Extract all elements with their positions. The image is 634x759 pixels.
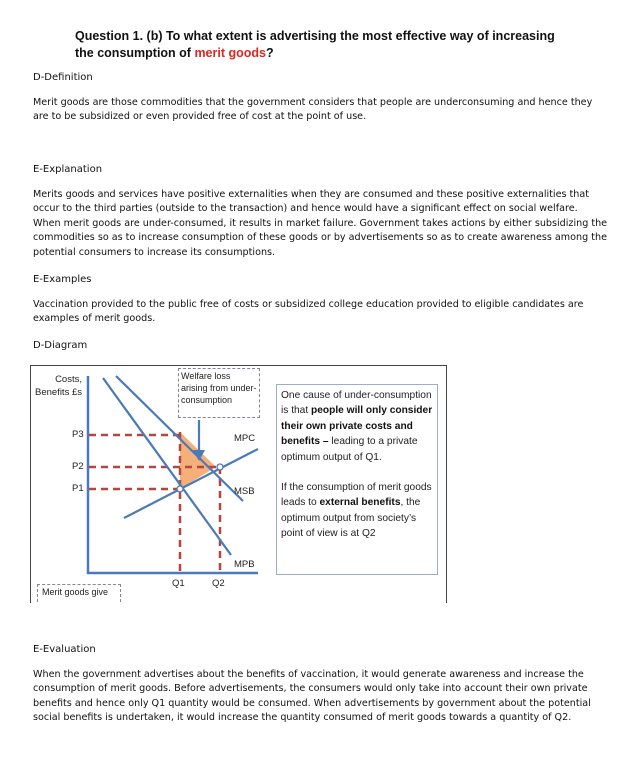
diagram-heading: D-Diagram <box>33 340 88 351</box>
examples-heading: E-Examples <box>33 274 92 285</box>
social-equilibrium-point <box>217 464 223 470</box>
question-title: Question 1. (b) To what extent is advertising the most effective way of increasing the consumption of merit goods? <box>75 29 555 60</box>
explanation-paragraph-1: One cause of under-consumption is that people will only consider their own private costs and benefits – leading to a private optimum output of Q1. <box>281 390 433 463</box>
q1-label: Q1 <box>172 578 185 589</box>
explanation-heading: E-Explanation <box>33 164 103 175</box>
mpb-label: MPB <box>234 559 255 570</box>
definition-text: Merit goods are those commodities that the government considers that people are underconsuming and hence they are to be subsidized or even provided free of cost at the point of use. <box>33 97 593 123</box>
p1-label: P1 <box>72 483 84 494</box>
merit-goods-diagram <box>30 365 447 603</box>
welfare-loss-box: Welfare loss arising from under-consumption <box>178 368 260 418</box>
q2-label: Q2 <box>212 578 225 589</box>
mpc-label: MPC <box>234 433 256 444</box>
examples-text: Vaccination provided to the public free of costs or subsidized college education provided to eligible candidates are examples of merit goods. <box>33 299 584 325</box>
p3-label: P3 <box>72 429 84 440</box>
msb-label: MSB <box>234 486 255 497</box>
explanation-text: Merits goods and services have positive externalities when they are consumed and these positive externalities that occur to the third parties (outside to the transaction) and hence would have a significant effect on social welfare. When merit goods are under-consumed, it results in market failure. Government takes actions by either subsidizing the commodities so as to increase consumption of these goods or by advertisements so as to create awareness among the potential consumers to increase its consumptions. <box>33 189 608 258</box>
merit-goods-highlight: merit goods <box>194 46 266 60</box>
evaluation-heading: E-Evaluation <box>33 644 96 655</box>
y-axis-title: Costs, Benefits £s <box>35 374 82 398</box>
explanation-paragraph-2: If the consumption of merit goods leads to external benefits, the optimum output from society’s point of view is at Q2 <box>281 482 432 540</box>
p2-label: P2 <box>72 461 84 472</box>
explanation-box <box>276 384 438 575</box>
merit-goods-box: Merit goods give <box>37 584 121 602</box>
private-equilibrium-point <box>177 486 183 492</box>
evaluation-text: When the government advertises about the benefits of vaccination, it would generate awareness and increase the consumption of merit goods. Before advertisements, the consumers would only take into account their own private benefits and hence only Q1 quantity would be consumed. When advertisements by government about the potential social benefits is undertaken, it would increase the quantity consumed of merit goods towards a quantity of Q2. <box>33 669 591 724</box>
definition-heading: D-Definition <box>33 72 93 83</box>
